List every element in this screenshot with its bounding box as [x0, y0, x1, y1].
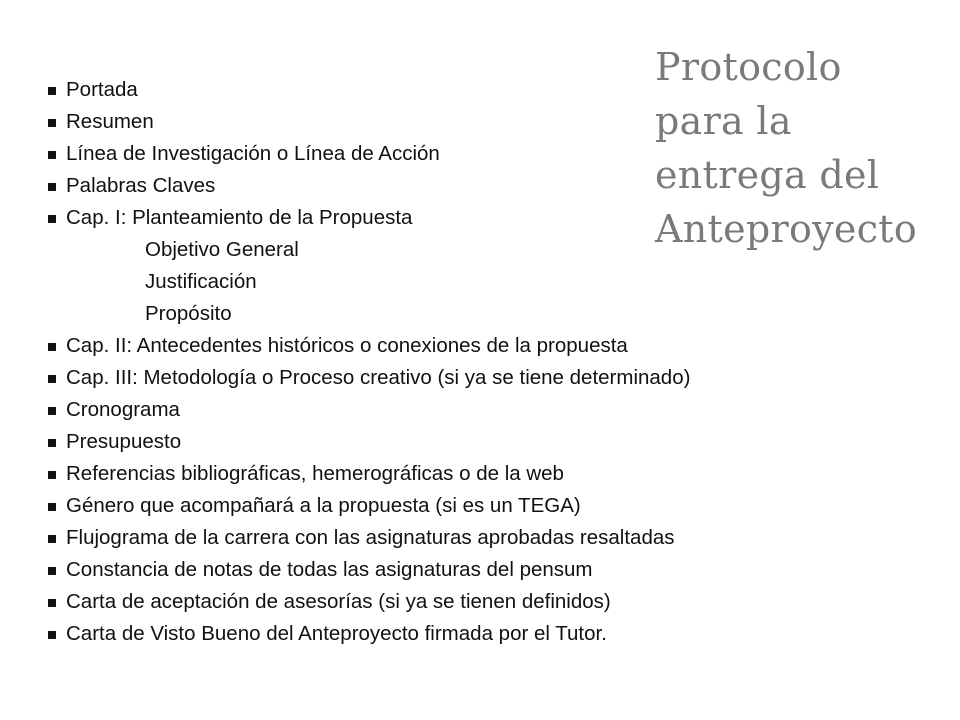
- list-item: [48, 618, 948, 650]
- list-item-text: Flujograma de la carrera con las asignaturas aprobadas resaltadas: [66, 526, 675, 549]
- list-item: [48, 554, 948, 586]
- list-item-text: Palabras Claves: [66, 174, 216, 197]
- square-bullet-icon: [48, 439, 56, 447]
- requirements-list: [48, 74, 948, 650]
- sub-list-item: [48, 298, 948, 330]
- square-bullet-icon: [48, 599, 56, 607]
- square-bullet-icon: [48, 375, 56, 383]
- list-item-text: Portada: [66, 78, 138, 101]
- list-item-text: Presupuesto: [66, 430, 182, 453]
- list-item-text: Constancia de notas de todas las asignaturas del pensum: [66, 558, 593, 581]
- square-bullet-icon: [48, 183, 56, 191]
- list-item: [48, 202, 948, 234]
- square-bullet-icon: [48, 535, 56, 543]
- square-bullet-icon: [48, 503, 56, 511]
- list-item-text: Carta de Visto Bueno del Anteproyecto firmada por el Tutor.: [66, 622, 607, 645]
- sub-list-item: [48, 234, 948, 266]
- list-item: [48, 138, 948, 170]
- square-bullet-icon: [48, 343, 56, 351]
- title-line: Anteproyecto: [655, 207, 918, 251]
- sub-list-item-text: Objetivo General: [145, 238, 299, 261]
- square-bullet-icon: [48, 119, 56, 127]
- list-item-text: Cap. II: Antecedentes históricos o conexiones de la propuesta: [66, 334, 628, 357]
- list-item: [48, 170, 948, 202]
- list-item-text: Carta de aceptación de asesorías (si ya se tienen definidos): [66, 590, 611, 613]
- square-bullet-icon: [48, 471, 56, 479]
- list-item: [48, 106, 948, 138]
- square-bullet-icon: [48, 631, 56, 639]
- list-item: [48, 522, 948, 554]
- title-line: para la: [655, 99, 792, 143]
- square-bullet-icon: [48, 407, 56, 415]
- square-bullet-icon: [48, 215, 56, 223]
- square-bullet-icon: [48, 87, 56, 95]
- list-item-text: Cap. III: Metodología o Proceso creativo (si ya se tiene determinado): [66, 366, 691, 389]
- sub-list-item: [48, 266, 948, 298]
- list-item: [48, 458, 948, 490]
- list-item: [48, 362, 948, 394]
- list-item-text: Cap. I: Planteamiento de la Propuesta: [66, 206, 413, 229]
- list-item-text: Referencias bibliográficas, hemerográficas o de la web: [66, 462, 564, 485]
- list-item-text: Cronograma: [66, 398, 180, 421]
- list-item: [48, 74, 948, 106]
- list-item: [48, 330, 948, 362]
- square-bullet-icon: [48, 151, 56, 159]
- title-line: entrega del: [655, 153, 880, 197]
- list-item: [48, 586, 948, 618]
- list-item-text: Línea de Investigación o Línea de Acción: [66, 142, 440, 165]
- sub-list-item-text: Justificación: [145, 270, 257, 293]
- list-item-text: Resumen: [66, 110, 154, 133]
- list-item-text: Género que acompañará a la propuesta (si es un TEGA): [66, 494, 581, 517]
- title-line: Protocolo: [655, 45, 842, 89]
- list-item: [48, 490, 948, 522]
- list-item: [48, 394, 948, 426]
- list-item: [48, 426, 948, 458]
- sub-list-item-text: Propósito: [145, 302, 232, 325]
- square-bullet-icon: [48, 567, 56, 575]
